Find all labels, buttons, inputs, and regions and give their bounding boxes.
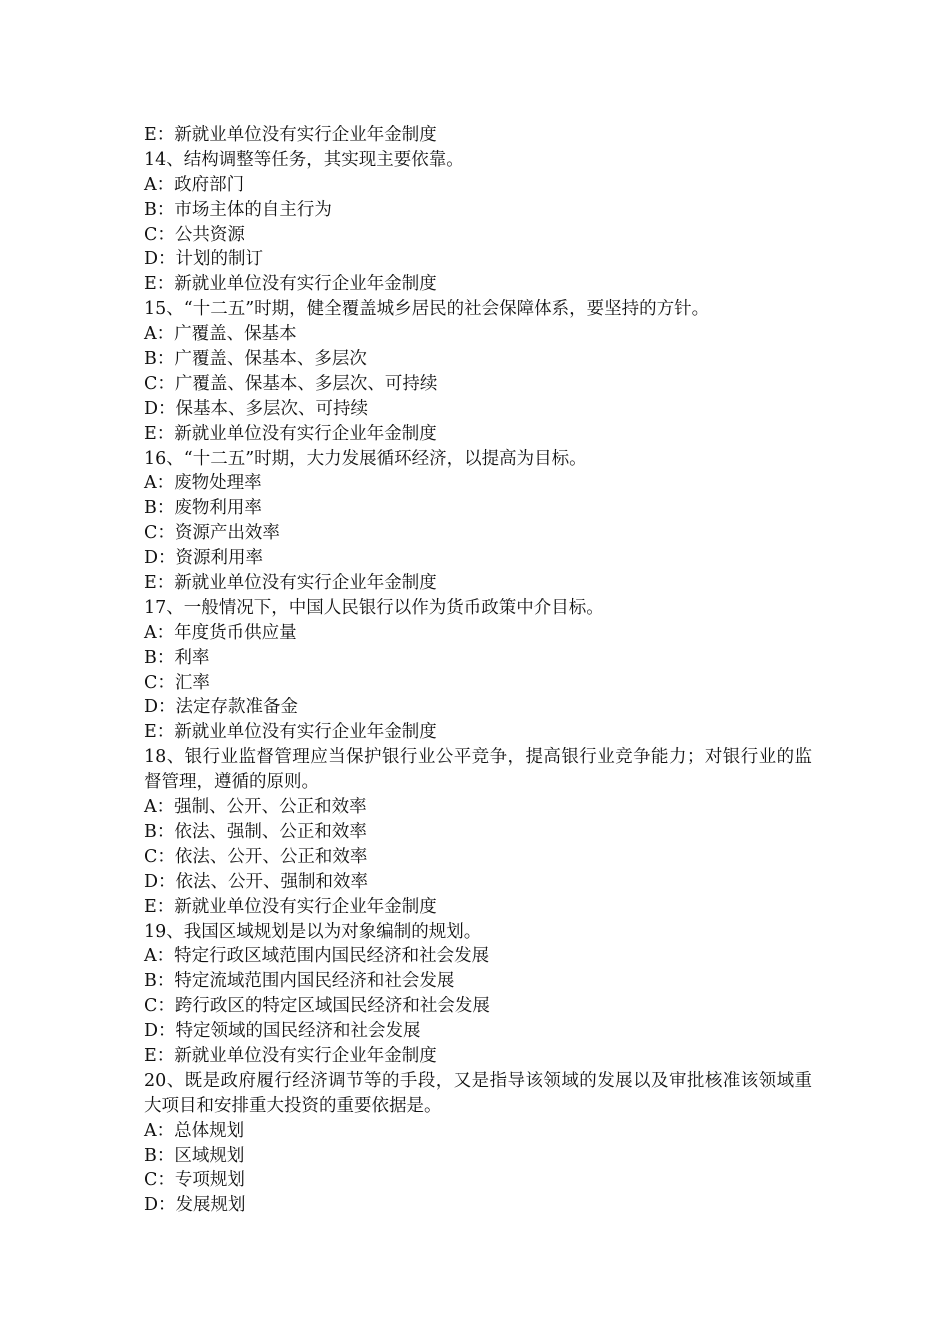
option: E：新就业单位没有实行企业年金制度	[144, 896, 437, 917]
question-stem: 16、“十二五”时期，大力发展循环经济，以提高为目标。	[144, 448, 587, 469]
question-stem: 18、银行业监督管理应当保护银行业公平竞争，提高银行业竞争能力；对银行业的监督管理，遵循的原则。	[144, 747, 812, 793]
option: A：强制、公开、公正和效率	[144, 797, 367, 818]
option: B：特定流域范围内国民经济和社会发展	[144, 971, 455, 992]
option: D：保基本、多层次、可持续	[144, 398, 369, 419]
option: D：法定存款准备金	[144, 697, 299, 718]
option: B：依法、强制、公正和效率	[144, 821, 367, 842]
option: A：总体规划	[144, 1120, 245, 1141]
option: E：新就业单位没有实行企业年金制度	[144, 1045, 437, 1066]
option: B：利率	[144, 647, 210, 668]
option: E：新就业单位没有实行企业年金制度	[144, 274, 437, 295]
option: C：跨行政区的特定区域国民经济和社会发展	[144, 996, 490, 1017]
option: E：新就业单位没有实行企业年金制度	[144, 573, 437, 594]
option: E：新就业单位没有实行企业年金制度	[144, 722, 437, 743]
option: D：依法、公开、强制和效率	[144, 871, 369, 892]
option: A：广覆盖、保基本	[144, 324, 297, 345]
option: D：发展规划	[144, 1195, 246, 1216]
option: B：广覆盖、保基本、多层次	[144, 349, 367, 370]
question-stem: 14、结构调整等任务，其实现主要依靠。	[144, 149, 464, 170]
question-list	[144, 123, 812, 1218]
question-stem: 19、我国区域规划是以为对象编制的规划。	[144, 921, 482, 942]
option: D：资源利用率	[144, 548, 264, 569]
option: C：汇率	[144, 672, 210, 693]
option: C：资源产出效率	[144, 523, 280, 544]
option: C：专项规划	[144, 1170, 245, 1191]
option: C：依法、公开、公正和效率	[144, 846, 368, 867]
carryover-option: E：新就业单位没有实行企业年金制度	[144, 125, 437, 145]
option: E：新就业单位没有实行企业年金制度	[144, 423, 437, 444]
question-stem: 17、一般情况下，中国人民银行以作为货币政策中介目标。	[144, 597, 604, 618]
option: D：计划的制订	[144, 249, 264, 270]
option: B：市场主体的自主行为	[144, 199, 332, 220]
option: C：公共资源	[144, 224, 245, 245]
question-stem: 20、既是政府履行经济调节等的手段，又是指导该领域的发展以及审批核准该领域重大项目和安排重大投资的重要依据是。	[144, 1070, 812, 1116]
option: C：广覆盖、保基本、多层次、可持续	[144, 373, 438, 394]
option: B：区域规划	[144, 1145, 245, 1166]
option: B：废物利用率	[144, 498, 262, 519]
option: D：特定领域的国民经济和社会发展	[144, 1021, 421, 1042]
option: A：废物处理率	[144, 473, 262, 494]
option: A：年度货币供应量	[144, 622, 297, 643]
question-stem: 15、“十二五”时期，健全覆盖城乡居民的社会保障体系，要坚持的方针。	[144, 299, 710, 320]
option: A：政府部门	[144, 174, 245, 195]
option: A：特定行政区域范围内国民经济和社会发展	[144, 946, 490, 967]
